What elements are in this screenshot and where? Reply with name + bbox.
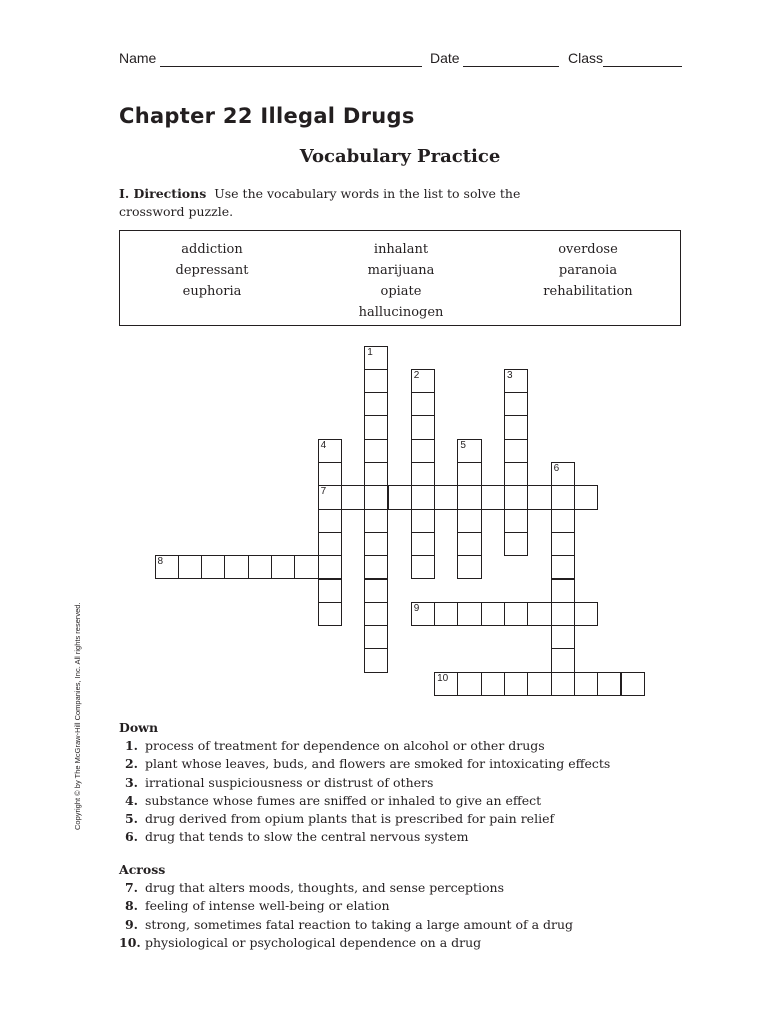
crossword-cell[interactable]: [411, 462, 435, 486]
crossword-cell[interactable]: [411, 439, 435, 463]
crossword-cell[interactable]: [318, 485, 342, 509]
crossword-cell[interactable]: [527, 602, 551, 626]
crossword-cell[interactable]: [411, 485, 435, 509]
copyright-notice: Copyright © by The McGraw-Hill Companies, Inc. All rights reserved.: [73, 602, 82, 830]
crossword-cell[interactable]: [364, 346, 388, 370]
directions-label: I. Directions: [119, 186, 207, 201]
crossword-cell[interactable]: [621, 672, 645, 696]
cell-number: 5: [460, 439, 466, 451]
crossword-cell[interactable]: [155, 555, 179, 579]
clue-text: physiological or psychological dependence on a drug: [145, 934, 482, 950]
crossword-cell[interactable]: [411, 415, 435, 439]
clue-number: 3.: [124, 774, 138, 790]
down-clue: [119, 828, 610, 846]
down-clue: [119, 792, 610, 810]
crossword-cell[interactable]: [318, 509, 342, 533]
crossword-cell[interactable]: [574, 672, 598, 696]
crossword-cell[interactable]: [178, 555, 202, 579]
crossword-cell[interactable]: [504, 602, 528, 626]
word-item: marijuana: [367, 263, 435, 278]
crossword-cell[interactable]: [364, 555, 388, 579]
crossword-cell[interactable]: [457, 532, 481, 556]
clue-number: 8.: [124, 898, 138, 914]
clue-text: process of treatment for dependence on alcohol or other drugs: [145, 738, 545, 754]
crossword-cell[interactable]: [364, 602, 388, 626]
clue-number: 1.: [124, 738, 138, 754]
crossword-cell[interactable]: [364, 648, 388, 672]
down-clues: [119, 719, 610, 846]
crossword-cell[interactable]: [527, 485, 551, 509]
cell-number: 2: [413, 369, 420, 381]
crossword-cell[interactable]: [504, 415, 528, 439]
down-clue: [119, 774, 610, 792]
crossword-cell[interactable]: [318, 579, 342, 603]
directions-text: Use the vocabulary words in the list to solve the crossword puzzle.: [119, 186, 521, 219]
crossword-cell[interactable]: [551, 648, 575, 672]
clue-number: 9.: [124, 916, 138, 932]
clue-number: 6.: [124, 829, 138, 845]
clue-text: substance whose fumes are sniffed or inhaled to give an effect: [145, 792, 542, 808]
crossword-cell[interactable]: [388, 485, 412, 509]
word-item: euphoria: [182, 284, 242, 299]
crossword-cell[interactable]: [411, 369, 435, 393]
across-clue: [119, 879, 573, 897]
crossword-cell[interactable]: [411, 602, 435, 626]
word-item: inhalant: [373, 242, 429, 257]
word-item: paranoia: [558, 263, 618, 278]
name-label: Name: [119, 50, 157, 66]
crossword-cell[interactable]: [457, 602, 481, 626]
crossword-cell[interactable]: [318, 555, 342, 579]
crossword-cell[interactable]: [457, 462, 481, 486]
crossword-cell[interactable]: [504, 532, 528, 556]
across-clue: [119, 916, 573, 934]
cell-number: 10: [437, 672, 449, 684]
crossword-cell[interactable]: [457, 485, 481, 509]
word-item: hallucinogen: [358, 305, 444, 320]
down-heading: Down: [119, 720, 159, 735]
cell-number: 4: [320, 439, 327, 451]
crossword-cell[interactable]: [364, 439, 388, 463]
across-heading: Across: [119, 862, 166, 877]
word-item: rehabilitation: [543, 284, 633, 299]
crossword-cell[interactable]: [504, 509, 528, 533]
clue-number: 5.: [124, 811, 138, 827]
across-clues: [119, 861, 573, 952]
clue-text: drug derived from opium plants that is prescribed for pain relief: [145, 811, 555, 827]
cell-number: 8: [157, 556, 164, 568]
class-label: Class: [568, 50, 604, 66]
cell-number: 6: [553, 463, 560, 474]
clue-text: drug that tends to slow the central nervous system: [145, 829, 469, 845]
across-clue: [119, 897, 573, 915]
crossword-cell[interactable]: [574, 602, 598, 626]
cell-number: 7: [320, 486, 327, 498]
chapter-title: Chapter 22 Illegal Drugs: [119, 104, 415, 128]
crossword-cell[interactable]: [551, 532, 575, 556]
crossword-cell[interactable]: [434, 485, 458, 509]
crossword-cell[interactable]: [481, 672, 505, 696]
clue-text: strong, sometimes fatal reaction to taking a large amount of a drug: [145, 916, 574, 932]
crossword-cell[interactable]: [318, 462, 342, 486]
clue-number: 10.: [119, 934, 141, 950]
crossword-cell[interactable]: [364, 532, 388, 556]
crossword-cell[interactable]: [527, 672, 551, 696]
crossword-cell[interactable]: [457, 509, 481, 533]
crossword-cell[interactable]: [504, 672, 528, 696]
crossword-cell[interactable]: [481, 602, 505, 626]
date-label: Date: [430, 50, 460, 66]
clue-text: feeling of intense well-being or elation: [145, 898, 390, 914]
crossword-cell[interactable]: [551, 555, 575, 579]
down-clue: [119, 810, 610, 828]
crossword-cell[interactable]: [434, 602, 458, 626]
crossword-cell[interactable]: [201, 555, 225, 579]
crossword-cell[interactable]: [504, 462, 528, 486]
crossword-cell[interactable]: [597, 672, 621, 696]
word-item: addiction: [181, 242, 243, 257]
crossword-cell[interactable]: [504, 485, 528, 509]
across-clue: [119, 934, 573, 952]
clue-text: plant whose leaves, buds, and flowers are smoked for intoxicating effects: [145, 756, 611, 772]
crossword-cell[interactable]: [364, 579, 388, 603]
crossword-cell[interactable]: [457, 555, 481, 579]
clue-text: irrational suspiciousness or distrust of others: [145, 774, 434, 790]
crossword-cell[interactable]: [271, 555, 295, 579]
crossword-cell[interactable]: [224, 555, 248, 579]
crossword-cell[interactable]: [504, 369, 528, 393]
crossword-cell[interactable]: [551, 509, 575, 533]
crossword-cell[interactable]: [481, 485, 505, 509]
crossword-cell[interactable]: [364, 462, 388, 486]
down-clue: [119, 737, 610, 755]
crossword-cell[interactable]: [504, 439, 528, 463]
crossword-cell[interactable]: [248, 555, 272, 579]
cell-number: 3: [507, 369, 513, 381]
crossword-cell[interactable]: [364, 485, 388, 509]
crossword-cell[interactable]: [551, 485, 575, 509]
crossword-cell[interactable]: [341, 485, 365, 509]
crossword-cell[interactable]: [364, 392, 388, 416]
crossword-cell[interactable]: [411, 392, 435, 416]
crossword-cell[interactable]: [318, 439, 342, 463]
crossword-cell[interactable]: [318, 532, 342, 556]
crossword-cell[interactable]: [551, 462, 575, 486]
crossword-cell[interactable]: [457, 672, 481, 696]
crossword-cell[interactable]: [411, 509, 435, 533]
clue-number: 7.: [124, 880, 138, 896]
clue-number: 2.: [124, 756, 138, 772]
crossword-cell[interactable]: [411, 555, 435, 579]
cell-number: 1: [367, 346, 373, 358]
crossword-cell[interactable]: [551, 579, 575, 603]
crossword-cell[interactable]: [411, 532, 435, 556]
clue-text: drug that alters moods, thoughts, and sense perceptions: [145, 880, 505, 896]
crossword-cell[interactable]: [364, 625, 388, 649]
word-item: opiate: [380, 284, 422, 299]
clue-number: 4.: [124, 792, 138, 808]
crossword-cell[interactable]: [504, 392, 528, 416]
crossword-cell[interactable]: [434, 672, 458, 696]
down-clue: [119, 755, 610, 773]
section-subtitle: Vocabulary Practice: [299, 146, 501, 167]
crossword-cell[interactable]: [551, 602, 575, 626]
crossword-cell[interactable]: [457, 439, 481, 463]
crossword-cell[interactable]: [318, 602, 342, 626]
crossword-cell[interactable]: [294, 555, 318, 579]
crossword-cell[interactable]: [364, 509, 388, 533]
crossword-cell[interactable]: [551, 625, 575, 649]
word-item: overdose: [558, 242, 618, 257]
crossword-cell[interactable]: [551, 672, 575, 696]
crossword-cell[interactable]: [364, 415, 388, 439]
crossword-cell[interactable]: [574, 485, 598, 509]
cell-number: 9: [413, 602, 420, 614]
crossword-cell[interactable]: [364, 369, 388, 393]
word-item: depressant: [175, 263, 249, 278]
